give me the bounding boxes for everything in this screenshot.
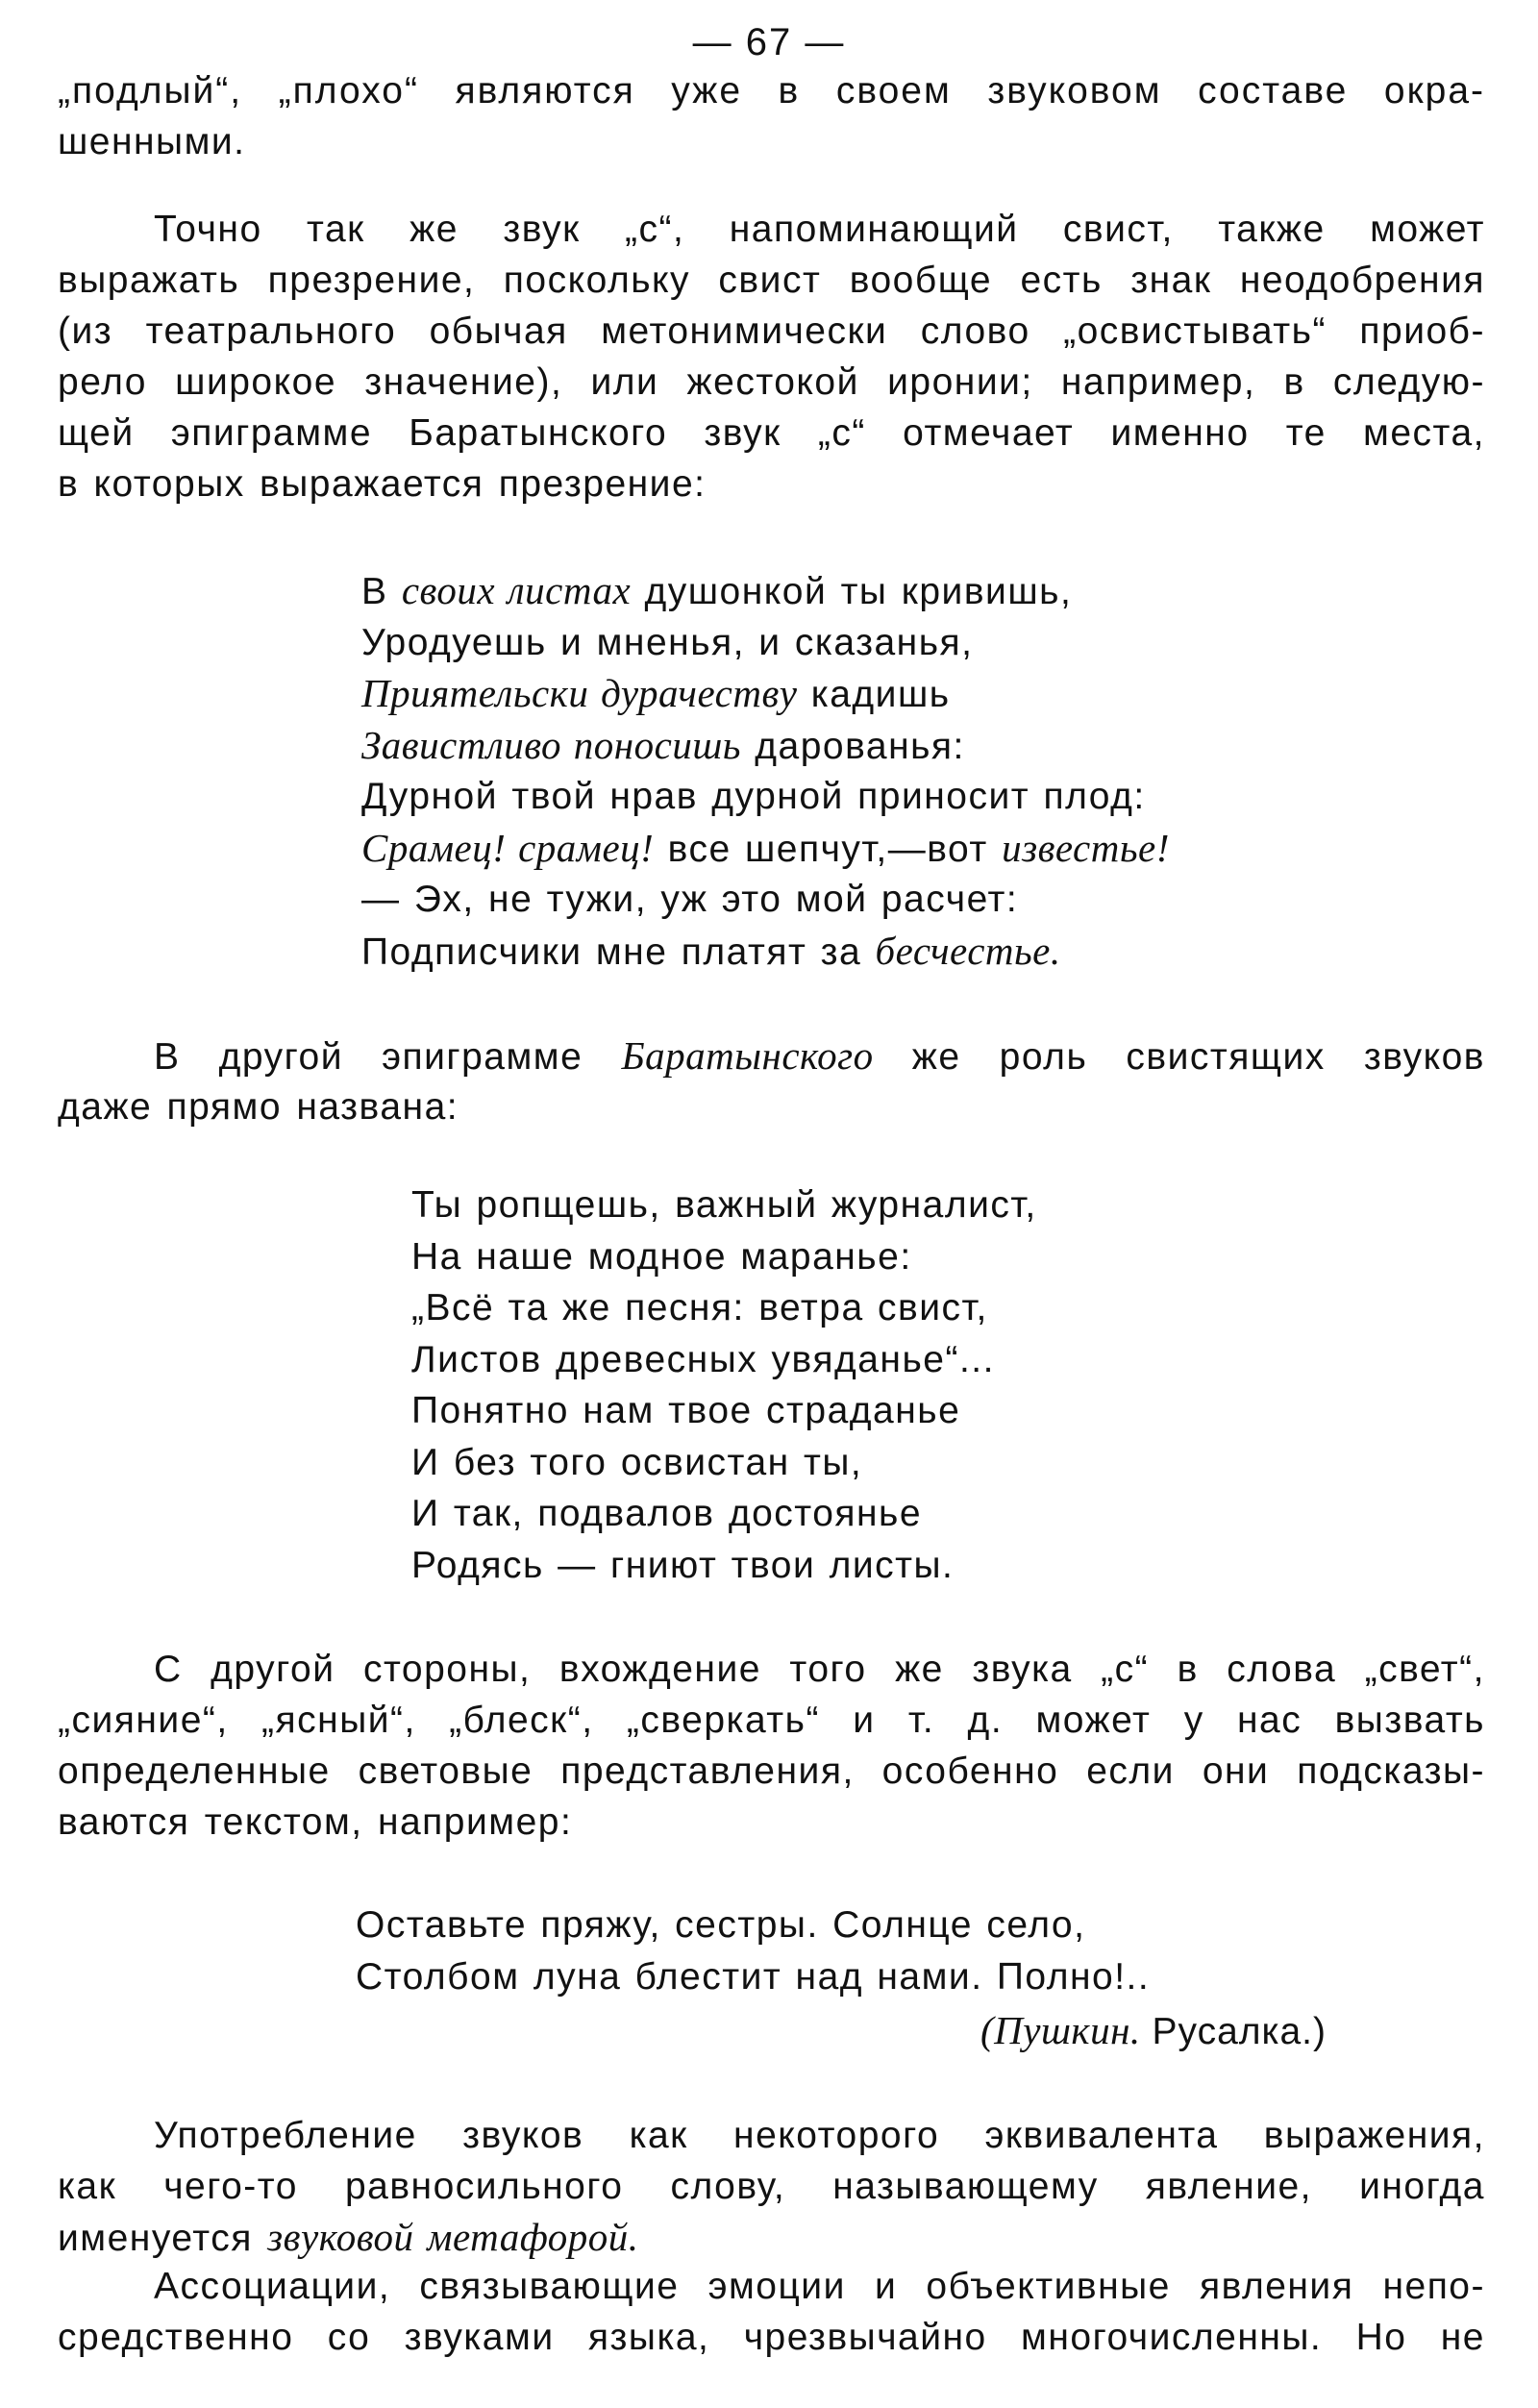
text-line: шенными. (58, 121, 246, 162)
verse-line: И без того освистан ты, (411, 1441, 863, 1483)
verse-line: Приятельски дурачеству кадишь (361, 671, 951, 715)
paragraph-4 (58, 1644, 1485, 1848)
epigram-2 (411, 1179, 1037, 1591)
text-line: даже прямо названа: (58, 1086, 459, 1128)
verse-line: Ты ропщешь, важный журналист, (411, 1184, 1037, 1226)
text-line: ваются текстом, например: (58, 1801, 573, 1843)
attribution-author: (Пушкин. (980, 2008, 1141, 2052)
verse-line: И так, подвалов достоянье (411, 1493, 923, 1534)
paragraph-6 (58, 2261, 1485, 2363)
text-line: определенные световые представления, особенно если они подсказы- (58, 1750, 1485, 1792)
text-line: щей эпиграмме Баратынского звук „с“ отмечает именно те места, (58, 412, 1485, 454)
paragraph-3 (58, 1030, 1485, 1132)
text-line: Точно так же звук „с“, напоминающий свист, также может (154, 209, 1485, 250)
text-line: как чего-то равносильного слову, называющему явление, иногда (58, 2166, 1485, 2207)
verse-line: Уродуешь и мненья, и сказанья, (361, 621, 974, 663)
page-number: — 67 — (692, 21, 846, 63)
text-line: Ассоциации, связывающие эмоции и объективные явления непо- (154, 2266, 1485, 2307)
text-line: С другой стороны, вхождение того же звука „с“ в слова „свет“, (154, 1649, 1485, 1690)
verse-line: Завистливо поносишь дарованья: (361, 722, 965, 767)
verse-line: Понятно нам твое страданье (411, 1390, 961, 1431)
verse-line: Дурной твой нрав дурной приносит плод: (361, 776, 1146, 817)
paragraph-5 (58, 2110, 1485, 2263)
attribution-title: Русалка.) (1140, 2011, 1327, 2052)
text-line: в которых выражается презрение: (58, 463, 707, 505)
verse-line: Столбом луна блестит над нами. Полно!.. (356, 1955, 1151, 1998)
verse-line: — Эх, не тужи, уж это мой расчет: (361, 879, 1019, 920)
text-line: „сияние“, „ясный“, „блеск“, „сверкать“ и т. д. может у нас вызвать (58, 1700, 1485, 1741)
verse-line: В своих листах душонкой ты кривишь, (361, 568, 1073, 612)
verse-line: Листов древесных увяданье“... (411, 1338, 995, 1380)
quotation-attribution (980, 2005, 1327, 2057)
text-line: средственно со звуками языка, чрезвычайно многочисленны. Но не (58, 2317, 1485, 2358)
text-line: выражать презрение, поскольку свист вообще есть знак неодобрения (58, 260, 1485, 301)
verse-line: „Всё та же песня: ветра свист, (411, 1287, 988, 1328)
verse-line: Оставьте пряжу, сестры. Солнце село, (356, 1904, 1086, 1946)
verse-line: Родясь — гниют твои листы. (411, 1544, 955, 1586)
paragraph-2 (58, 204, 1485, 509)
paragraph-1 (58, 65, 1485, 167)
epigram-1 (361, 565, 1170, 977)
text-line: именуется звуковой метафорой. (58, 2215, 639, 2259)
text-line: „подлый“, „плохо“ являются уже в своем звуковом составе окра- (58, 70, 1485, 112)
text-line: Употребление звуков как некоторого эквивалента выражения, (154, 2115, 1485, 2156)
text-line: В другой эпиграмме Баратынского же роль свистящих звуков (154, 1033, 1485, 1078)
verse-line: На наше модное маранье: (411, 1235, 912, 1278)
verse-line: Срамец! срамец! все шепчут,—вот известье! (361, 825, 1170, 870)
quotation-rusalka (356, 1899, 1150, 2002)
text-line: (из театрального обычая метонимически слово „освистывать“ приоб- (58, 310, 1485, 352)
text-line: рело широкое значение), или жестокой иронии; например, в следую- (58, 361, 1485, 403)
verse-line: Подписчики мне платят за бесчестье. (361, 928, 1061, 973)
